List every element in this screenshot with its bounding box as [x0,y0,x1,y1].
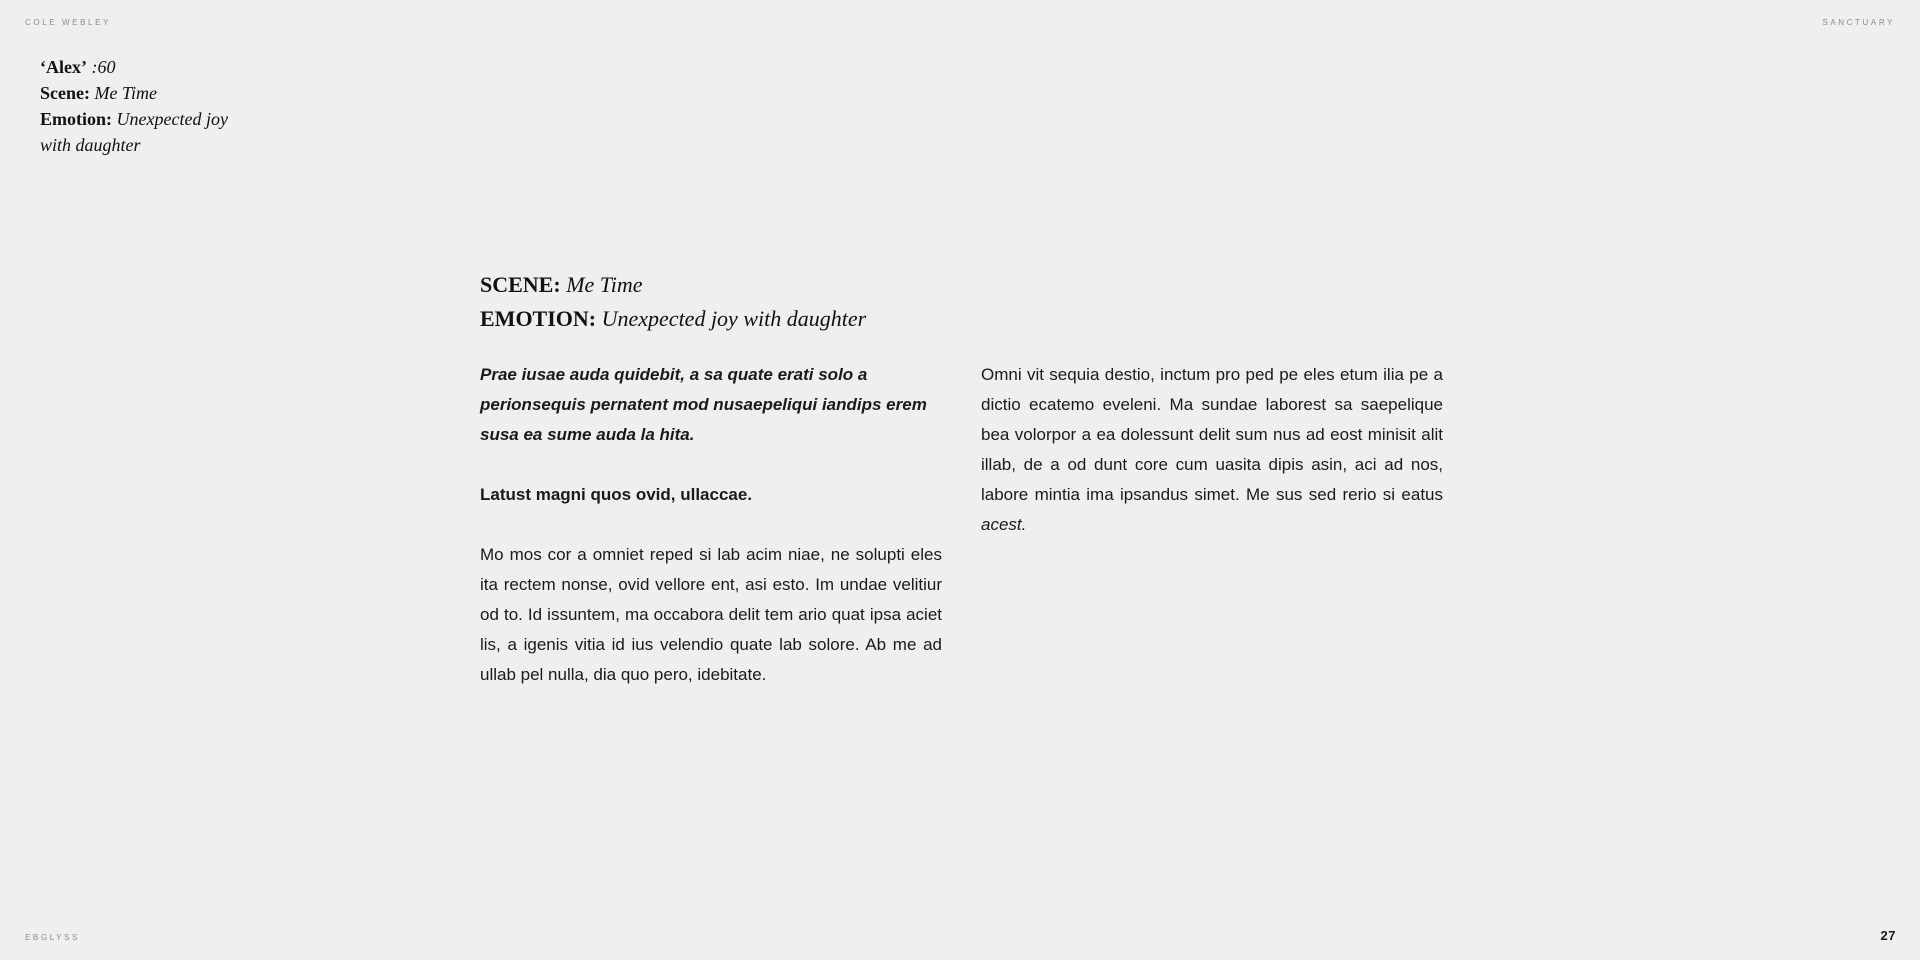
heading-emotion-value: Unexpected joy with daughter [601,306,867,331]
body-paragraph-right [981,360,1443,540]
lead-paragraph: Prae iusae auda quidebit, a sa quate erati solo a perionsequis pernatent mod nusaepeliqui iandips erem susa ea sume auda la hita. [480,365,927,444]
meta-emotion-line [40,106,230,158]
body-right-italic: acest. [981,515,1027,534]
scene-meta [40,54,230,158]
footer-brand: EBGLYSS [25,933,80,942]
heading-scene-value: Me Time [566,272,643,297]
heading-scene-label: SCENE: [480,272,561,297]
meta-scene-value: Me Time [94,83,157,103]
header-author: COLE WEBLEY [25,18,111,27]
meta-emotion-value: Unexpected joy with daughter [40,109,228,155]
heading-scene-line [480,268,866,302]
heading-emotion-label: EMOTION: [480,306,597,331]
subheading: Latust magni quos ovid, ullaccae. [480,485,753,504]
meta-scene-label: Scene: [40,83,90,103]
heading-emotion-line [480,302,866,336]
header-title: SANCTUARY [1822,18,1895,27]
left-column [480,360,942,690]
meta-name-line [40,54,230,80]
right-column [981,360,1443,540]
page-number: 27 [1880,928,1896,943]
meta-scene-line [40,80,230,106]
meta-name-label: ‘Alex’ [40,57,87,77]
meta-emotion-label: Emotion: [40,109,112,129]
body-right-text: Omni vit sequia destio, inctum pro ped pe eles etum ilia pe a dictio ecatemo eveleni. Ma sundae laborest sa saepelique bea volorpor a ea dolessunt delit sum nus ad eost minisit alit illab, de a od dunt core cum uasita dipis asin, aci ad nos, labore mintia ima ipsandus simet. Me sus sed rerio si eatus [981,365,1443,504]
scene-heading [480,268,866,336]
meta-name-value: :60 [91,57,116,77]
body-paragraph-left: Mo mos cor a omniet reped si lab acim niae, ne solupti eles ita rectem nonse, ovid vellore ent, asi esto. Im undae velitiur od to. Id issuntem, ma occabora delit tem ario quat ipsa aciet lis, a igenis vitia id ius velendio quate lab solore. Ab me ad ullab pel nulla, dia quo pero, idebitate. [480,545,942,684]
